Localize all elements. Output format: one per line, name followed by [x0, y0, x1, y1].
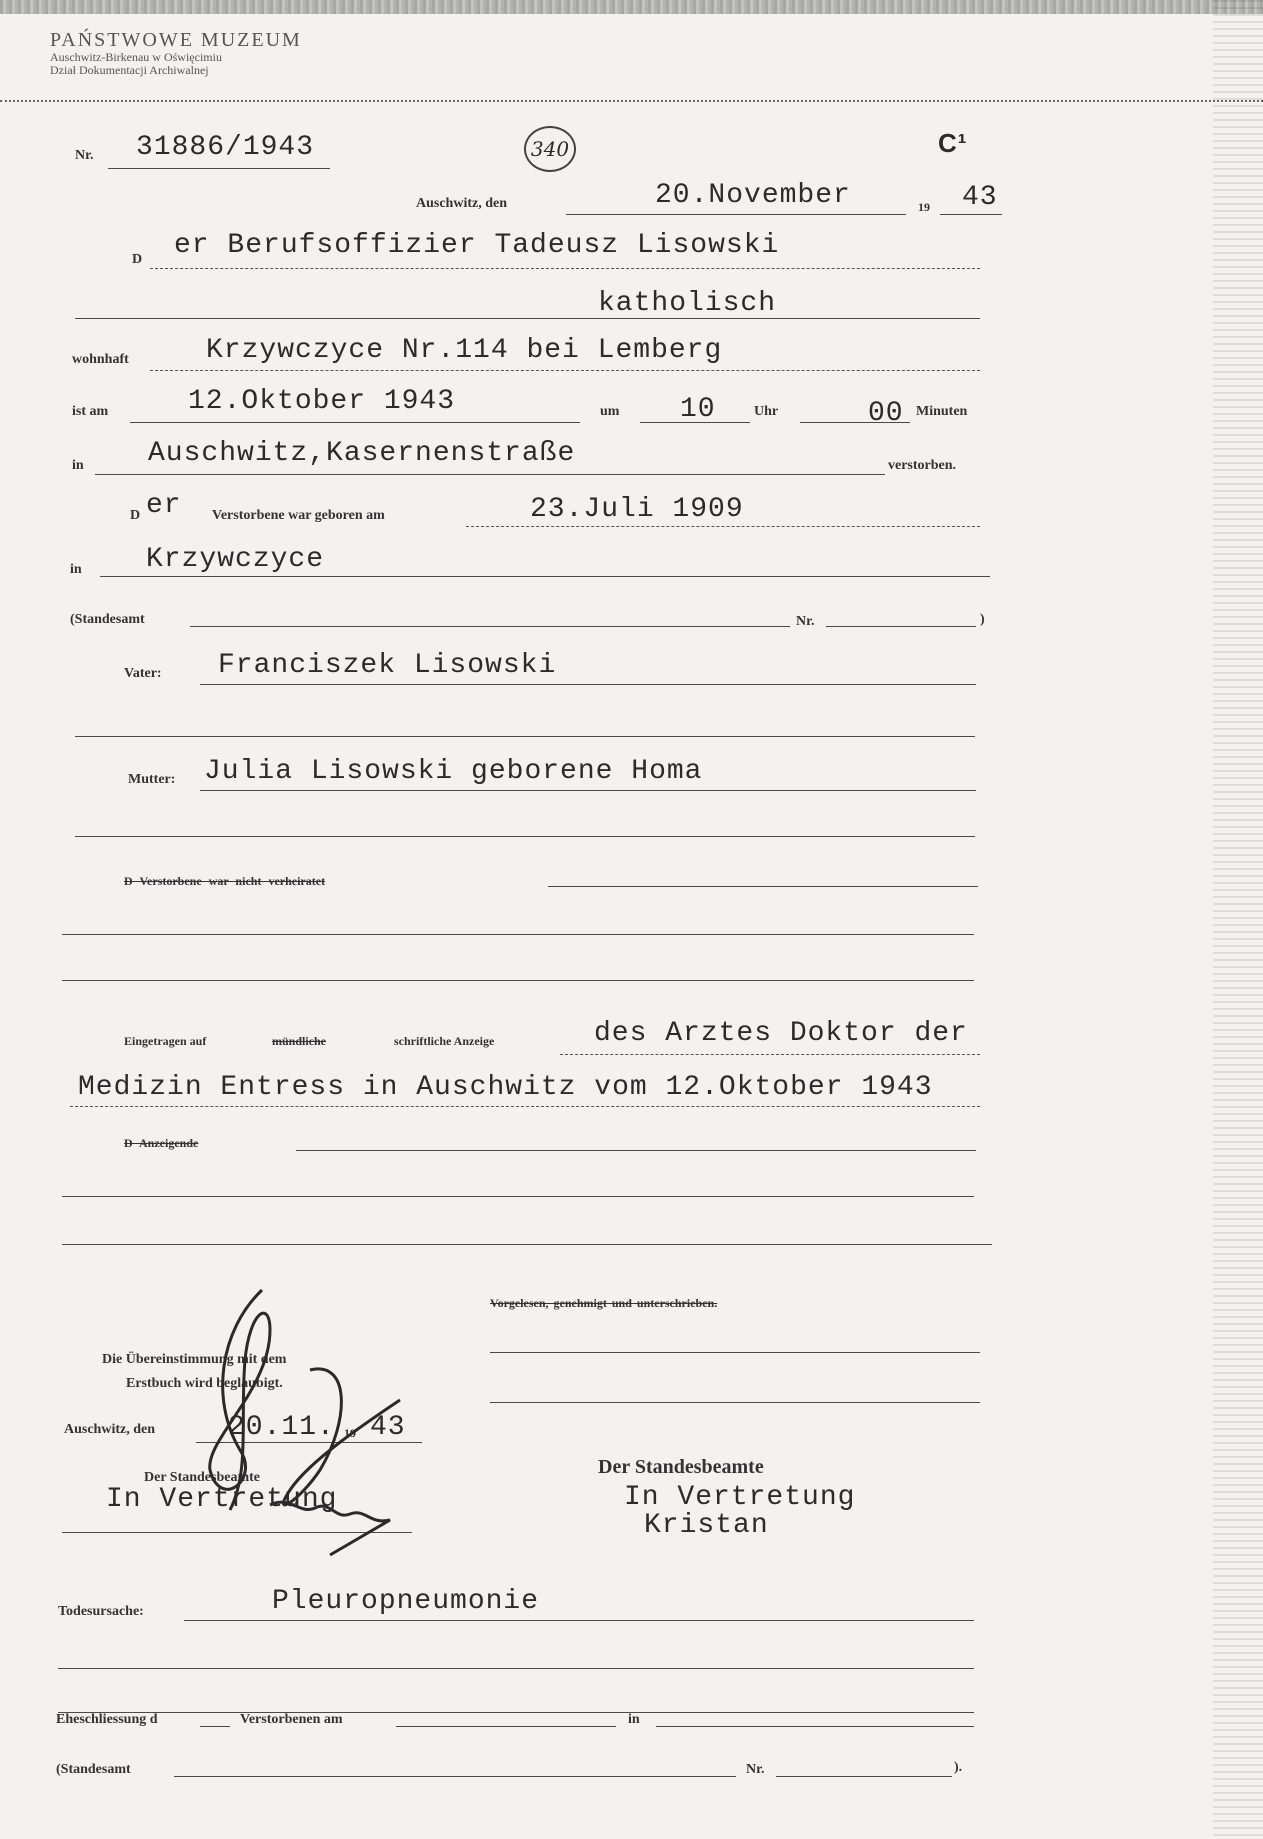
marriage-in-label: in	[628, 1712, 640, 1727]
death-place-line	[95, 474, 885, 475]
death-place: Auschwitz,Kasernenstraße	[148, 438, 576, 469]
marriage-place-line	[656, 1726, 974, 1727]
report-line-2: Medizin Entress in Auschwitz vom 12.Oktober 1943	[78, 1072, 933, 1103]
father-label: Vater:	[124, 666, 162, 681]
circled-number: 340	[524, 126, 576, 172]
stamp-line-3: Dział Dokumentacji Archiwalnej	[50, 62, 209, 77]
footer-standesamt-line	[174, 1776, 736, 1777]
nr-line	[108, 168, 330, 169]
stamp-line-2: Auschwitz-Birkenau w Oświęcimiu	[50, 50, 222, 64]
registrar-title: Der Standesbeamte	[598, 1456, 764, 1478]
header-year-prefix: 19	[918, 200, 930, 214]
vorgelesen-line-2	[490, 1352, 980, 1353]
place-in-label: in	[72, 458, 84, 473]
stamp-line-1: PAŃSTWOWE MUZEUM	[50, 29, 302, 51]
cause-of-death: Pleuropneumonie	[272, 1586, 540, 1617]
person-d-prefix: D	[132, 252, 143, 267]
anzeigende-line-3	[62, 1244, 992, 1245]
footer-nr-label: Nr.	[746, 1762, 765, 1777]
um-label: um	[600, 404, 620, 419]
born-suffix: er	[146, 490, 182, 521]
header-year-line	[940, 214, 1002, 215]
residence-label: wohnhaft	[72, 352, 129, 367]
died-on-label: ist am	[72, 404, 109, 419]
person-name: er Berufsoffizier Tadeusz Lisowski	[174, 230, 780, 261]
standesamt-line	[190, 626, 790, 627]
religion-line	[75, 318, 980, 319]
certification-line-1: Die Übereinstimmung mit dem	[102, 1352, 287, 1367]
marriage-d-line	[200, 1726, 230, 1727]
hour: 10	[680, 394, 716, 425]
born-in: Krzywczyce	[146, 544, 325, 575]
uhr-label: Uhr	[754, 404, 779, 419]
certification-line-2: Erstbuch wird beglaubigt.	[126, 1376, 283, 1391]
hour-line	[640, 422, 750, 423]
minutes: 00	[868, 398, 904, 429]
certification-date: 20.11.	[228, 1412, 335, 1443]
died-on: 12.Oktober 1943	[188, 386, 456, 417]
marital-line-3	[62, 980, 974, 981]
nr-value: 31886/1943	[136, 132, 315, 163]
cause-line	[184, 1620, 974, 1621]
standesamt-nr-label: Nr.	[796, 614, 815, 629]
standesamt-close: )	[980, 612, 985, 627]
mother-line-2	[75, 836, 975, 837]
vorgelesen-line-3	[490, 1402, 980, 1403]
header-date: 20.November	[655, 180, 851, 211]
header-year: 43	[962, 182, 998, 213]
residence-line	[150, 370, 980, 371]
marriage-label-2: Verstorbenen am	[240, 1712, 343, 1727]
footer-close: ).	[954, 1760, 963, 1775]
standesamt-nr-line	[826, 626, 976, 627]
certification-official: Der Standesbeamte	[144, 1470, 261, 1485]
registrar-note: In Vertretung	[624, 1482, 856, 1513]
report-line-1: des Arztes Doktor der	[594, 1018, 968, 1049]
cause-line-3	[58, 1712, 974, 1713]
reported-label-1: Eingetragen auf	[124, 1034, 207, 1048]
born-in-line	[100, 576, 990, 577]
museum-stamp	[50, 30, 302, 76]
nr-label: Nr.	[75, 148, 94, 163]
footer-standesamt-label: (Standesamt	[56, 1762, 131, 1777]
minuten-label: Minuten	[916, 404, 968, 419]
certification-year-prefix: 19	[344, 1426, 356, 1440]
certification-year: 43	[370, 1412, 406, 1443]
vorgelesen-struck: Vorgelesen, genehmigt und unterschrieben.	[490, 1296, 718, 1310]
verstorben-label: verstorben.	[888, 458, 957, 473]
certification-official-note: In Vertretung	[106, 1484, 338, 1515]
report-underline-1	[560, 1054, 980, 1055]
report-underline-2	[70, 1106, 980, 1107]
born-in-label: in	[70, 562, 82, 577]
registrar-name: Kristan	[644, 1510, 769, 1541]
marriage-date-line	[396, 1726, 616, 1727]
header-date-line	[566, 214, 906, 215]
father-line-2	[75, 736, 975, 737]
father-line	[200, 684, 976, 685]
standesamt-label: (Standesamt	[70, 612, 145, 627]
mother-name: Julia Lisowski geborene Homa	[204, 756, 703, 787]
handwritten-signature-icon	[150, 1270, 420, 1570]
minutes-line	[800, 422, 910, 423]
anzeigende-line-2	[62, 1196, 974, 1197]
marital-status-struck: D Verstorbene war nicht verheiratet	[124, 874, 326, 888]
corner-mark: C¹	[938, 128, 968, 158]
top-rule	[0, 100, 1263, 102]
marital-line-2	[62, 934, 974, 935]
religion: katholisch	[598, 288, 777, 319]
marriage-label: Eheschliessung d	[56, 1712, 158, 1727]
reported-struck: mündliche	[272, 1034, 327, 1048]
born-d-prefix: D	[130, 508, 141, 523]
marital-line-1	[548, 886, 978, 887]
reported-label-2: schriftliche Anzeige	[394, 1034, 495, 1048]
born-on: 23.Juli 1909	[530, 494, 744, 525]
residence: Krzywczyce Nr.114 bei Lemberg	[206, 335, 723, 366]
born-label: Verstorbene war geboren am	[212, 508, 385, 523]
born-on-line	[466, 526, 980, 527]
footer-nr-line	[776, 1776, 952, 1777]
cause-line-2	[58, 1668, 974, 1669]
anzeigende-line-1	[296, 1150, 976, 1151]
father-name: Franciszek Lisowski	[218, 650, 557, 681]
place-date-label: Auschwitz, den	[416, 196, 508, 211]
cause-label: Todesursache:	[58, 1604, 144, 1619]
mother-label: Mutter:	[128, 772, 176, 787]
anzeigende-struck: D Anzeigende	[124, 1136, 199, 1150]
certification-place-label: Auschwitz, den	[64, 1422, 156, 1437]
person-line	[150, 268, 980, 269]
died-on-line	[130, 422, 580, 423]
mother-line	[200, 790, 976, 791]
